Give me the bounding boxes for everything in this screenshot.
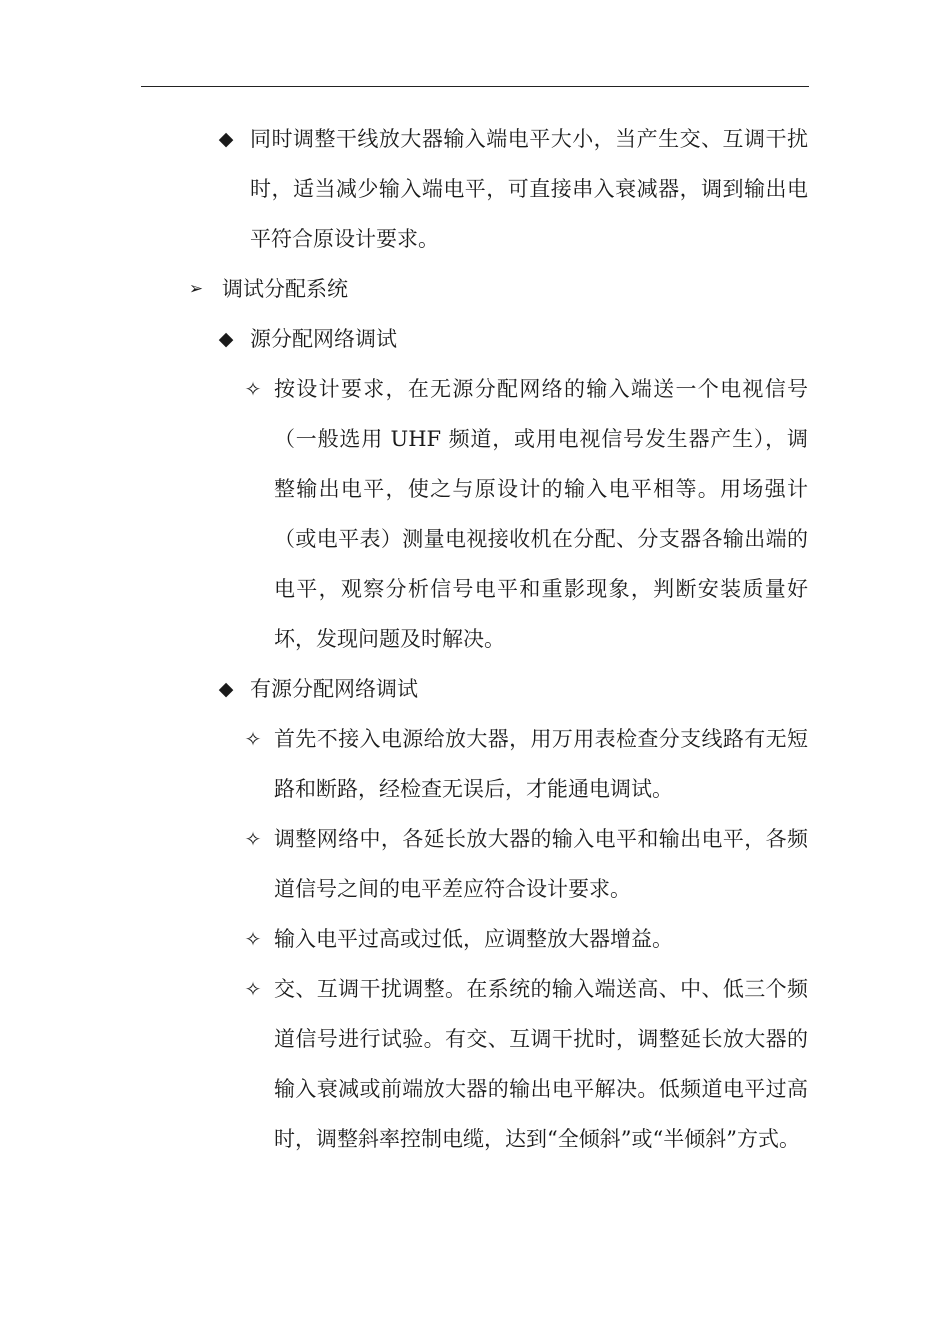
star-bullet-icon: ✧ bbox=[244, 727, 262, 751]
arrow-bullet-icon: ➢ bbox=[188, 279, 204, 299]
diamond-bullet-icon: ◆ bbox=[218, 128, 234, 150]
star-bullet-icon: ✧ bbox=[244, 827, 262, 851]
heading-text: 调试分配系统 bbox=[222, 277, 348, 301]
diamond-bullet-icon: ◆ bbox=[218, 678, 234, 700]
item-text: 调整网络中，各延长放大器的输入电平和输出电平，各频道信号之间的电平差应符合设计要求。 bbox=[274, 827, 808, 901]
star-bullet-icon: ✧ bbox=[244, 977, 262, 1001]
diamond-bullet-icon: ◆ bbox=[218, 328, 234, 350]
item-text: 首先不接入电源给放大器，用万用表检查分支线路有无短路和断路，经检查无误后，才能通电调试。 bbox=[274, 727, 808, 801]
item-text: 交、互调干扰调整。在系统的输入端送高、中、低三个频道信号进行试验。有交、互调干扰时，调整延长放大器的输入衰减或前端放大器的输出电平解决。低频道电平过高时，调整斜率控制电缆，达到“全倾斜”或“半倾斜”方式。 bbox=[274, 977, 808, 1151]
item-text: 源分配网络调试 bbox=[250, 327, 397, 351]
item-text: 同时调整干线放大器输入端电平大小，当产生交、互调干扰时，适当减少输入端电平，可直接串入衰减器，调到输出电平符合原设计要求。 bbox=[250, 127, 808, 251]
item-text: 有源分配网络调试 bbox=[250, 677, 418, 701]
header-rule bbox=[141, 86, 809, 87]
item-text: 输入电平过高或过低，应调整放大器增益。 bbox=[274, 927, 673, 951]
star-bullet-icon: ✧ bbox=[244, 377, 262, 401]
item-text: 按设计要求，在无源分配网络的输入端送一个电视信号（一般选用 UHF 频道，或用电视信号发生器产生），调整输出电平，使之与原设计的输入电平相等。用场强计（或电平表）测量电视接收机在分配、分支器各输出端的电平，观察分析信号电平和重影现象，判断安装质量好坏，发现问题及时解决。 bbox=[274, 377, 808, 651]
star-bullet-icon: ✧ bbox=[244, 927, 262, 951]
